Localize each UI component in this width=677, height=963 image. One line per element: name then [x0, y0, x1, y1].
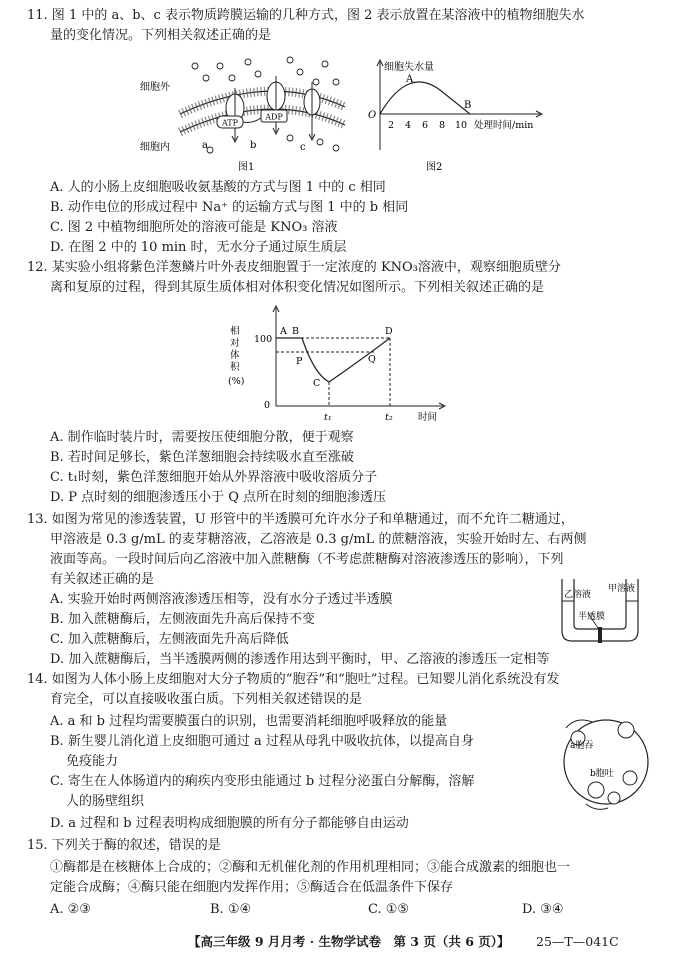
fig-ylabel-char: 体 — [230, 350, 240, 361]
q13-option-a: A. 实验开始时两侧溶液渗透压相等，没有水分子透过半透膜 — [50, 592, 393, 607]
q13-stem-line3: 液面等高。一段时间后向乙溶液中加入蔗糖酶（不考虑蔗糖酶对溶液渗透压的影响），下列 — [50, 552, 564, 567]
fig2-tick: 8 — [439, 120, 446, 131]
q15-option-d: D. ③④ — [522, 902, 564, 917]
q12-option-d: D. P 点时刻的细胞渗透压小于 Q 点所在时刻的细胞渗透压 — [50, 490, 387, 505]
q14-option-b-line1: B. 新生婴儿消化道上皮细胞可通过 a 过程从母乳中吸收抗体，以提高自身 — [50, 734, 474, 749]
exocytosis-label: b胞吐 — [590, 769, 614, 779]
q15-option-b: B. ①④ — [210, 902, 252, 917]
fig-ylabel-unit: (%) — [228, 376, 245, 387]
q11-option-a: A. 人的小肠上皮细胞吸收氨基酸的方式与图 1 中的 c 相同 — [50, 180, 386, 195]
label-c: c — [300, 142, 306, 153]
footer-code: 25—T—041C — [536, 934, 619, 949]
q12-option-c: C. t₁时刻，紫色洋葱细胞开始从外界溶液中吸收溶质分子 — [50, 470, 378, 485]
q13-option-c: C. 加入蔗糖酶后，左侧液面先升高后降低 — [50, 632, 289, 647]
fig2-tick: 6 — [422, 120, 429, 131]
q15-option-c: C. ①⑤ — [368, 902, 410, 917]
adp-label: ADP — [265, 112, 283, 122]
yi-solution-label: 乙溶液 — [564, 590, 592, 600]
fig2-tick: 4 — [405, 120, 412, 131]
q11-stem-line2: 量的变化情况。下列相关叙述正确的是 — [50, 28, 272, 43]
q12-option-a: A. 制作临时装片时，需要按压使细胞分散，便于观察 — [50, 430, 354, 445]
fig-point-c: C — [313, 378, 321, 389]
q14-option-d: D. a 过程和 b 过程表明构成细胞膜的所有分子都能够自由运动 — [50, 816, 409, 831]
membrane-label: 半透膜 — [578, 612, 606, 622]
fig-t1: t₁ — [324, 412, 332, 423]
q15-statements-line1: ①酶都是在核糖体上合成的；②酶和无机催化剂的作用机理相同；③能合成激素的细胞也一 — [50, 860, 571, 875]
q13-stem-line4: 有关叙述正确的是 — [50, 572, 155, 587]
fig2-tick: 2 — [388, 120, 395, 131]
fig-xlabel: 时间 — [418, 412, 438, 423]
jia-solution-label: 甲溶液 — [608, 584, 636, 594]
q11-option-b: B. 动作电位的形成过程中 Na⁺ 的运输方式与图 1 中的 b 相同 — [50, 200, 409, 215]
fig-ylabel-char: 积 — [230, 362, 240, 373]
q11-option-c: C. 图 2 中植物细胞所处的溶液可能是 KNO₃ 溶液 — [50, 220, 338, 235]
fig-t2: t₂ — [385, 412, 393, 423]
q12-figure — [228, 302, 453, 424]
fig2-ylabel: 细胞失水量 — [384, 62, 434, 73]
fig-y0: 0 — [264, 400, 271, 411]
footer-title: 【高三年级 9 月月考 · 生物学试卷 第 3 页（共 6 页）】 — [188, 934, 510, 949]
q12-stem-line1: 12. 某实验小组将紫色洋葱鳞片叶外表皮细胞置于一定浓度的 KNO₃溶液中，观察细胞质壁分 — [27, 260, 561, 275]
label-a: a — [202, 140, 208, 151]
q13-u-tube-figure — [548, 573, 652, 649]
q13-stem-line2: 甲溶液是 0.3 g/mL 的麦芽糖溶液，乙溶液是 0.3 g/mL 的蔗糖溶液，实验开始时左、右两侧 — [50, 532, 587, 547]
atp-label: ATP — [221, 118, 239, 128]
q15-stem: 15. 下列关于酶的叙述，错误的是 — [27, 838, 221, 853]
fig-point-p: P — [296, 356, 303, 367]
q11-stem-line1: 11. 图 1 中的 a、b、c 表示物质跨膜运输的几种方式，图 2 表示放置在某溶液中的植物细胞失水 — [27, 8, 585, 23]
fig2-xlabel: 处理时间/min — [474, 120, 534, 131]
q12-option-b: B. 若时间足够长，紫色洋葱细胞会持续吸水直至涨破 — [50, 450, 354, 465]
q12-stem-line2: 离和复原的过程，得到其原生质体相对体积变化情况如图所示。下列相关叙述正确的是 — [50, 280, 545, 295]
q14-cell-figure — [556, 708, 652, 812]
q13-stem-line1: 13. 如图为常见的渗透装置，U 形管中的半透膜可允许水分子和单糖通过，而不允许二糖通过， — [27, 512, 574, 527]
q14-stem-line1: 14. 如图为人体小肠上皮细胞对大分子物质的“胞吞”和“胞吐”过程。已知婴儿消化系统没有发 — [27, 672, 560, 687]
label-b: b — [250, 140, 257, 151]
q15-statements-line2: 定能合成酶；④酶只能在细胞内发挥作用；⑤酶适合在低温条件下保存 — [50, 880, 454, 895]
fig-point-d: D — [385, 326, 393, 337]
fig-y100: 100 — [254, 334, 273, 345]
endocytosis-label: a胞吞 — [570, 741, 594, 751]
q11-figure1 — [140, 52, 350, 172]
q11-figure2 — [360, 56, 550, 172]
inside-label: 细胞内 — [140, 142, 170, 153]
q15-option-a: A. ②③ — [50, 902, 91, 917]
fig2-tick: 10 — [455, 120, 468, 131]
outside-label: 细胞外 — [140, 82, 170, 93]
q11-option-d: D. 在图 2 中的 10 min 时，无水分子通过原生质层 — [50, 240, 347, 255]
fig2-origin: O — [368, 110, 377, 121]
fig-ylabel-char: 对 — [230, 338, 240, 349]
q14-option-a: A. a 和 b 过程均需要膜蛋白的识别，也需要消耗细胞呼吸释放的能量 — [50, 714, 448, 729]
fig2-point-b: B — [464, 100, 472, 111]
fig-point-q: Q — [368, 354, 376, 365]
fig-point-b: B — [292, 326, 299, 337]
q13-option-b: B. 加入蔗糖酶后，左侧液面先升高后保持不变 — [50, 612, 315, 627]
q14-stem-line2: 育完全，可以直接吸收蛋白质。下列相关叙述错误的是 — [50, 692, 363, 707]
fig-ylabel-char: 相 — [230, 326, 240, 337]
q14-option-b-line2: 免疫能力 — [66, 754, 119, 769]
fig2-caption: 图2 — [426, 162, 443, 172]
q14-option-c-line2: 人的肠壁组织 — [66, 794, 145, 809]
fig-point-a: A — [280, 326, 287, 337]
q13-option-d: D. 加入蔗糖酶后，当半透膜两侧的渗透作用达到平衡时，甲、乙溶液的渗透压一定相等 — [50, 652, 550, 667]
fig2-peak-a: A — [406, 74, 414, 85]
fig1-caption: 图1 — [238, 162, 255, 172]
q14-option-c-line1: C. 寄生在人体肠道内的痢疾内变形虫能通过 b 过程分泌蛋白分解酶，溶解 — [50, 774, 475, 789]
